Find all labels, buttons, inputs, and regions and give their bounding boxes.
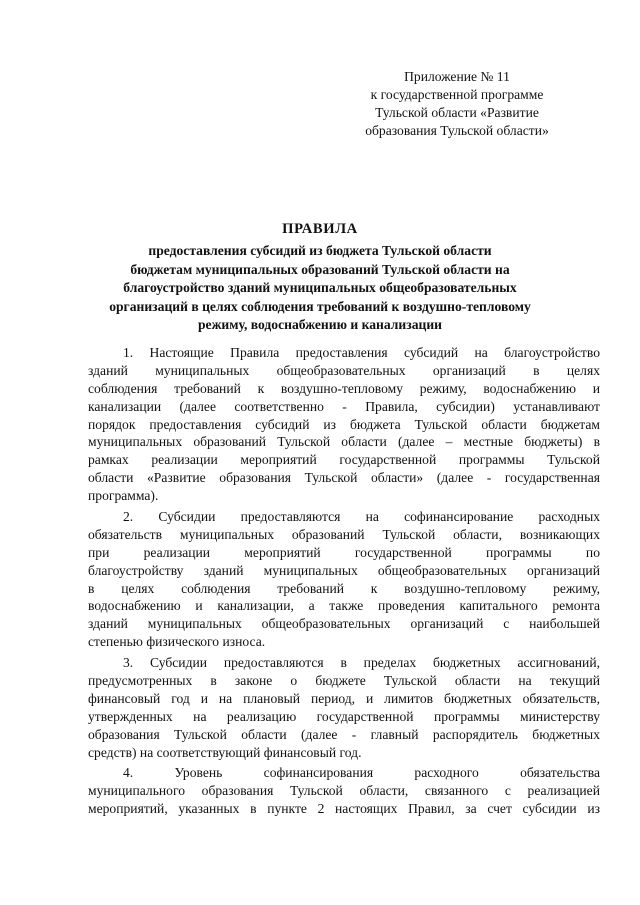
paragraph-line: зданий муниципальных общеобразовательных организаций с наибольшей (88, 616, 600, 632)
paragraph-line: водоснабжению и канализации, а также проведения капитального ремонта (88, 598, 600, 614)
document-subtitle (100, 242, 540, 335)
paragraph-line: при реализации мероприятий государственной программы по (88, 544, 600, 560)
paragraph-line: области «Развитие образования Тульской области» (далее - государственная (88, 470, 600, 486)
paragraph-line: соблюдения требований к воздушно-тепловому режиму, водоснабжению и (88, 380, 600, 396)
paragraph-line: порядок предоставления субсидий из бюджета Тульской области бюджетам (88, 416, 600, 432)
paragraph-line: благоустройству зданий муниципальных общеобразовательных организаций (88, 562, 600, 578)
paragraph-line: финансовый год и на плановый период, и лимитов бюджетных обязательств, (88, 690, 600, 706)
paragraph-line: 2. Субсидии предоставляются на софинансирование расходных (123, 509, 600, 525)
paragraph-line: 1. Настоящие Правила предоставления субсидий на благоустройство (123, 345, 600, 360)
paragraph-line: 3. Субсидии предоставляются в пределах бюджетных ассигнований, (123, 655, 600, 671)
paragraph-line: образования Тульской области (далее - главный распорядитель бюджетных (88, 726, 600, 742)
subtitle-line: предоставления субсидий из бюджета Тульской области (148, 243, 492, 258)
paragraph-1 (88, 344, 600, 505)
appendix-line: Тульской области «Развитие (375, 105, 539, 120)
paragraph-2 (88, 508, 600, 651)
paragraph-line: муниципальных образований Тульской области (далее – местные бюджеты) в (88, 434, 600, 450)
paragraph-line: канализации (далее соответственно - Правила, субсидии) устанавливают (88, 398, 600, 414)
paragraph-line: в целях соблюдения требований к воздушно-тепловому режиму, (88, 580, 600, 596)
paragraph-line: предусмотренных в законе о бюджете Тульской области на текущий (88, 673, 600, 689)
paragraph-line: средств) на соответствующий финансовый год. (88, 744, 362, 760)
appendix-line: Приложение № 11 (404, 69, 510, 84)
subtitle-line: благоустройство зданий муниципальных общеобразовательных (123, 280, 517, 296)
paragraph-line: муниципального образования Тульской области, связанного с реализацией (88, 783, 600, 799)
paragraph-line: степенью физического износа. (88, 634, 266, 650)
paragraph-line: утвержденных на реализацию государственной программы министерству (88, 708, 600, 724)
paragraph-line: обязательств муниципальных образований Тульской области, возникающих (88, 526, 600, 542)
paragraph-4 (88, 764, 600, 818)
subtitle-line: организаций в целях соблюдения требований к воздушно-тепловому (109, 298, 531, 314)
appendix-line: образования Тульской области» (365, 123, 549, 138)
paragraph-3 (88, 654, 600, 761)
paragraph-line: мероприятий, указанных в пункте 2 настоящих Правил, за счет субсидии из (88, 801, 600, 817)
subtitle-line: режиму, водоснабжению и канализации (197, 317, 442, 333)
paragraph-line: зданий муниципальных общеобразовательных организаций в целях (88, 362, 600, 378)
subtitle-line: бюджетам муниципальных образований Тульской области на (130, 261, 510, 277)
paragraph-line: программа). (88, 488, 159, 504)
appendix-note (332, 68, 582, 140)
paragraph-line: 4. Уровень софинансирования расходного обязательства (123, 765, 600, 781)
appendix-line: к государственной программе (370, 87, 544, 102)
document-body (88, 344, 600, 818)
paragraph-line: рамках реализации мероприятий государственной программы Тульской (88, 452, 600, 468)
document-title: ПРАВИЛА (282, 221, 358, 237)
